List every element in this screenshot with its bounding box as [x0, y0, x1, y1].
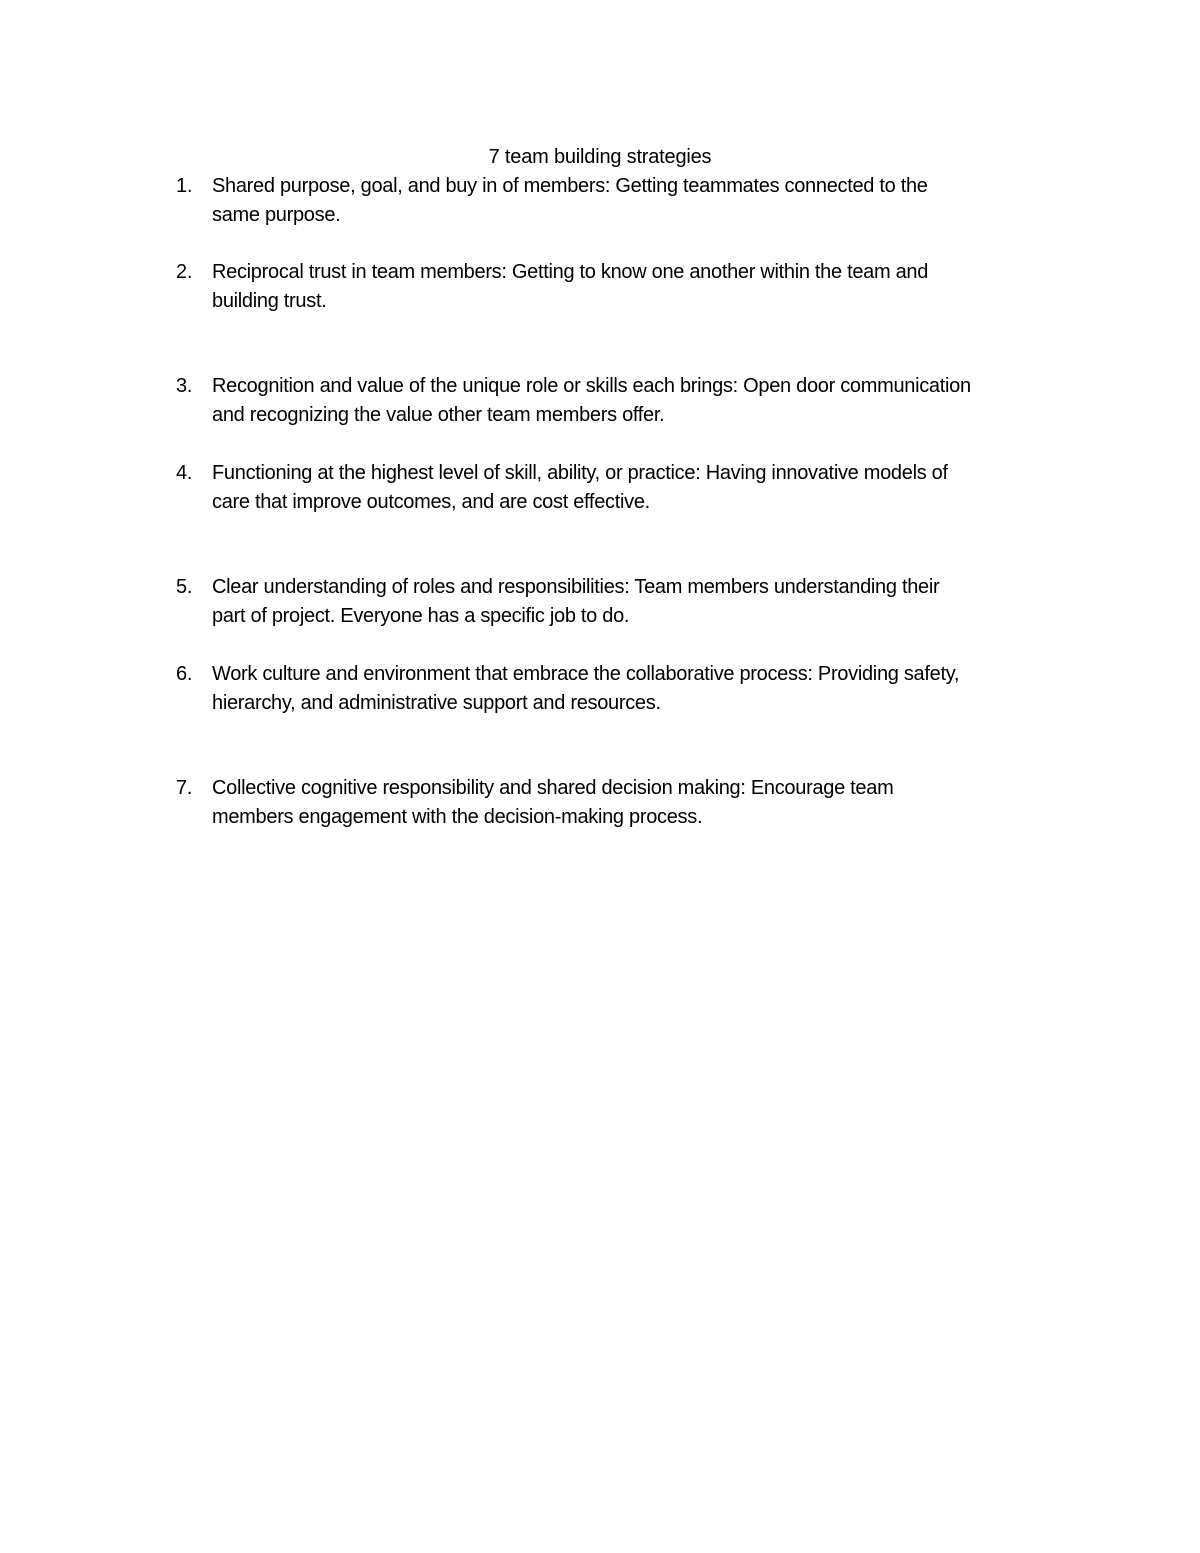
- list-item-text: Work culture and environment that embrace the collaborative process: Providing safety, hierarchy, and administrative support and resources.: [212, 663, 960, 714]
- list-item-text: Clear understanding of roles and responsibilities: Team members understanding their part of project. Everyone has a specific job to do.: [212, 576, 940, 627]
- list-item-text: Reciprocal trust in team members: Getting to know one another within the team and building trust.: [212, 261, 929, 312]
- list-item-text: Collective cognitive responsibility and shared decision making: Encourage team members engagement with the decision-making process.: [212, 777, 894, 828]
- list-item-text: Shared purpose, goal, and buy in of members: Getting teammates connected to the same purpose.: [212, 175, 928, 226]
- list-item-number: 6.: [176, 663, 193, 685]
- document-title: 7 team building strategies: [488, 146, 712, 168]
- list-item-text: Functioning at the highest level of skill, ability, or practice: Having innovative models of care that improve outcomes, and are cost effective.: [212, 462, 948, 513]
- list-item-text: Recognition and value of the unique role or skills each brings: Open door communication and recognizing the value other team members offer.: [212, 375, 971, 426]
- list-item-number: 2.: [176, 261, 193, 283]
- list-item-number: 3.: [176, 375, 193, 397]
- list-item-number: 1.: [176, 175, 193, 197]
- list-item-number: 4.: [176, 462, 193, 484]
- list-item-number: 5.: [176, 576, 193, 598]
- list-item-number: 7.: [176, 777, 193, 799]
